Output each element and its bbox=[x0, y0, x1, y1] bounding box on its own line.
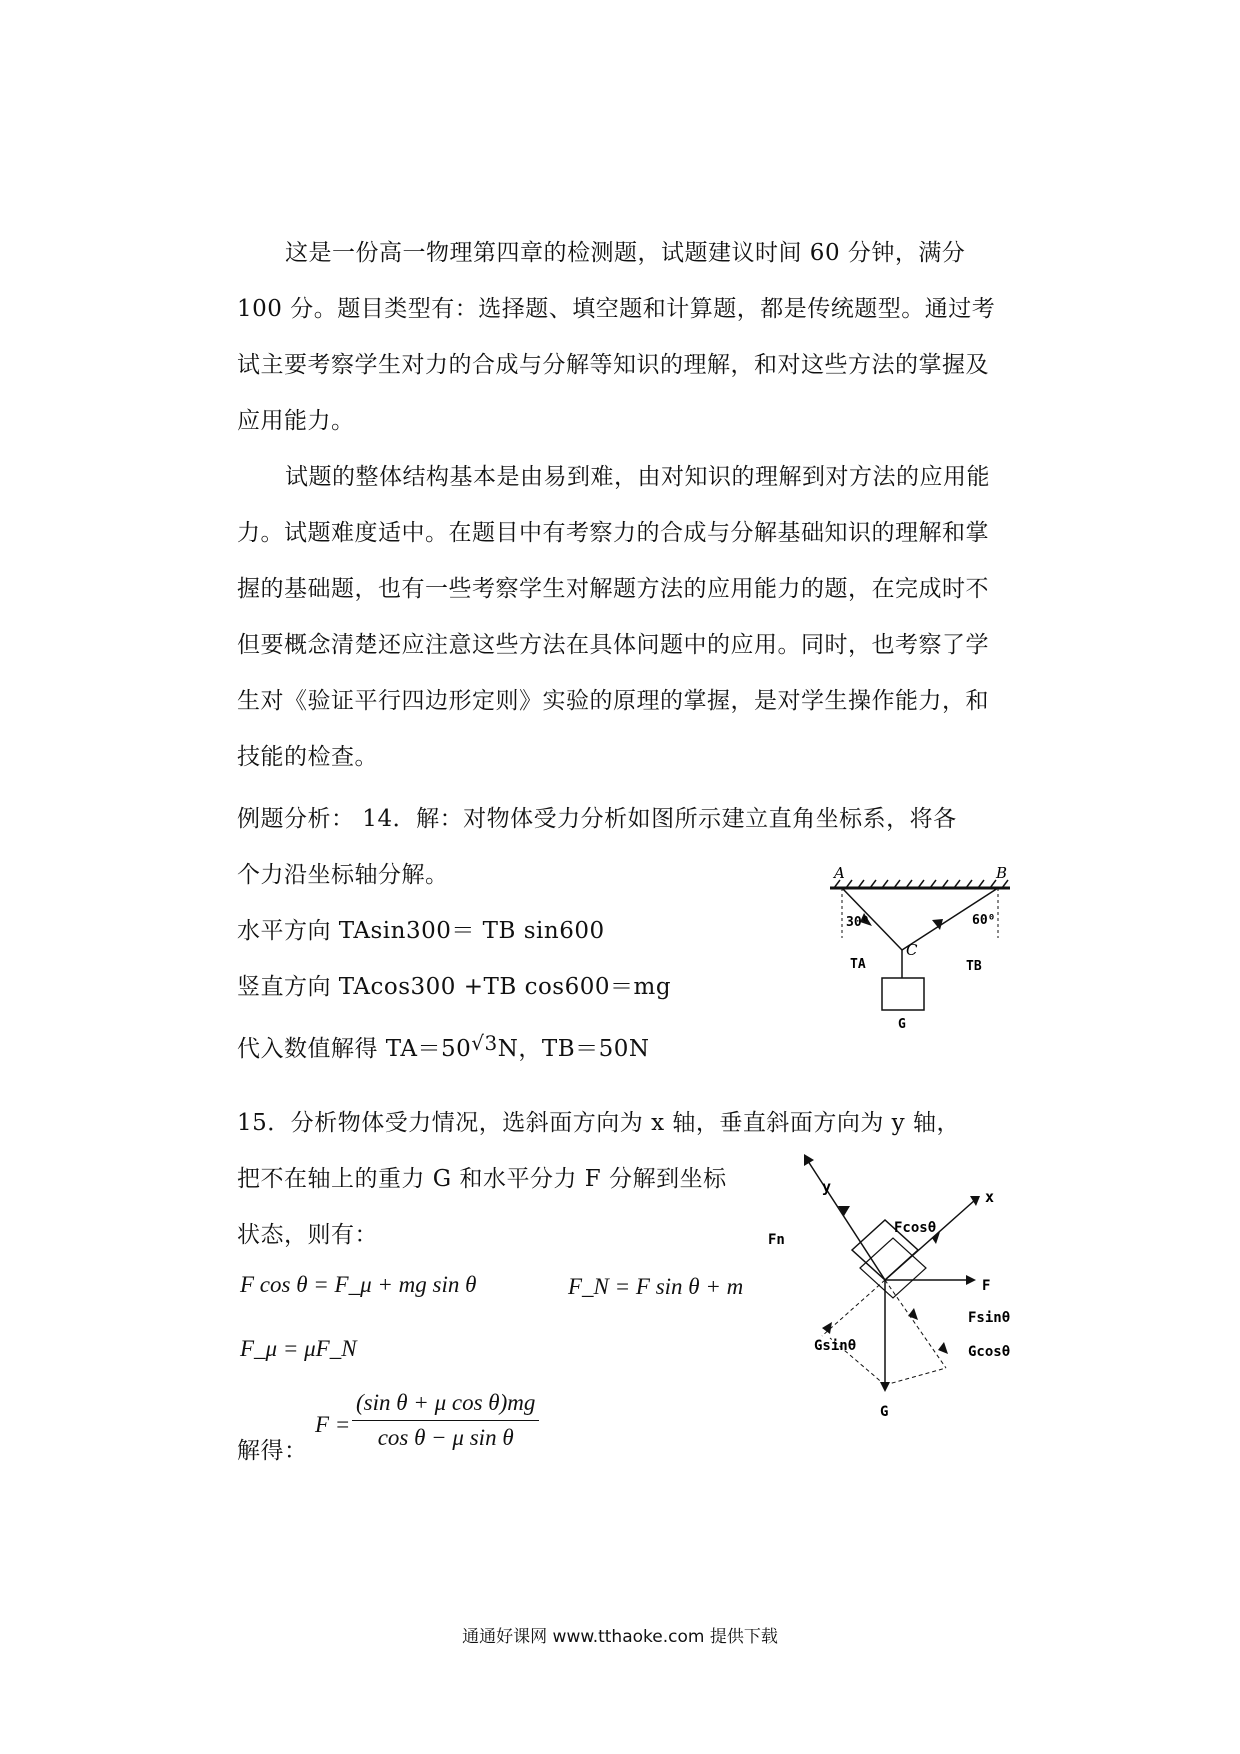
q15-solution-lhs: F = bbox=[315, 1412, 351, 1437]
label-gsin: Gsinθ bbox=[814, 1338, 857, 1354]
f-arrow-icon bbox=[966, 1275, 976, 1285]
q15-eq-2: F_N = F sin θ + m bbox=[568, 1274, 744, 1299]
g-arrow-icon bbox=[880, 1382, 890, 1392]
q15-line-2: 把不在轴上的重力 G 和水平分力 F 分解到坐标 bbox=[237, 1166, 727, 1192]
label-fsin: Fsinθ bbox=[968, 1310, 1011, 1326]
label-f: F bbox=[982, 1278, 991, 1294]
label-gcos: Gcosθ bbox=[968, 1344, 1011, 1360]
gcos-arrow-icon bbox=[938, 1342, 948, 1354]
fsin-arrow-icon bbox=[908, 1308, 918, 1320]
footer-source: 通通好课网 www.tthaoke.com 提供下载 bbox=[462, 1627, 778, 1647]
label-tb: TB bbox=[966, 959, 982, 974]
q15-solution-numerator: (sin θ + μ cos θ)mg bbox=[352, 1390, 539, 1421]
q15-solve-label: 解得： bbox=[237, 1438, 308, 1464]
intro-paragraph-1: 这是一份高一物理第四章的检测题，试题建议时间 60 分钟，满分 100 分。题目类型有：选择题、填空题和计算题，都是传统题型。通过考试主要考察学生对力的合成与分解等知识的理解，和对这些方法的掌握及应用能力。 bbox=[237, 240, 996, 434]
intro-paragraph-2: 试题的整体结构基本是由易到难，由对知识的理解到对方法的应用能力。试题难度适中。在题目中有考察力的合成与分解基础知识的理解和掌握的基础题，也有一些考察学生对解题方法的应用能力的题，在完成时不但要概念清楚还应注意这些方法在具体问题中的应用。同时，也考察了学生对《验证平行四边形定则》实验的原理的掌握，是对学生操作能力，和技能的检查。 bbox=[237, 464, 990, 770]
q15-heading: 15．分析物体受力情况，选斜面方向为 x 轴，垂直斜面方向为 y 轴， bbox=[237, 1110, 960, 1136]
label-g: G bbox=[898, 1017, 906, 1032]
q14-heading: 例题分析： 14．解：对物体受力分析如图所示建立直角坐标系，将各 bbox=[237, 806, 957, 832]
q14-figure bbox=[820, 858, 1020, 1038]
angle-b: 60⁰ bbox=[972, 913, 996, 928]
arrow-tb-icon bbox=[932, 919, 943, 930]
label-a: A bbox=[834, 864, 845, 882]
block-g bbox=[882, 978, 924, 1010]
q14-result-prefix: 代入数值解得 TA＝50 bbox=[237, 1036, 472, 1062]
label-x: x bbox=[985, 1188, 995, 1206]
label-g15: G bbox=[880, 1404, 889, 1420]
y-arrow-icon bbox=[804, 1154, 814, 1166]
q15-eq-1: F cos θ = F_μ + mg sin θ bbox=[240, 1272, 477, 1297]
q14-result-sqrt: √3 bbox=[471, 1031, 498, 1055]
q14-line-2: 个力沿坐标轴分解。 bbox=[237, 862, 449, 888]
q14-vertical-eq: 竖直方向 TAcos300 +TB cos600＝mg bbox=[237, 974, 672, 1000]
label-ta: TA bbox=[850, 957, 866, 972]
q15-solution-fraction bbox=[352, 1390, 539, 1451]
label-y: y bbox=[822, 1178, 832, 1196]
angle-a: 30⁰ bbox=[846, 915, 870, 930]
label-c: C bbox=[906, 941, 918, 959]
q15-solution-denominator: cos θ − μ sin θ bbox=[377, 1425, 514, 1450]
q15-line-3: 状态，则有： bbox=[237, 1222, 378, 1248]
q15-eq-3: F_μ = μF_N bbox=[240, 1336, 357, 1361]
q14-horizontal-eq: 水平方向 TAsin300＝ TB sin600 bbox=[237, 918, 605, 944]
q14-result-suffix: N，TB＝50N bbox=[497, 1036, 650, 1062]
label-fn: Fn bbox=[768, 1232, 785, 1248]
label-b: B bbox=[996, 864, 1008, 882]
q15-figure bbox=[770, 1150, 1050, 1430]
q14-result bbox=[237, 1030, 650, 1063]
label-fcos: Fcosθ bbox=[894, 1220, 937, 1236]
x-arrow-icon bbox=[970, 1196, 980, 1206]
